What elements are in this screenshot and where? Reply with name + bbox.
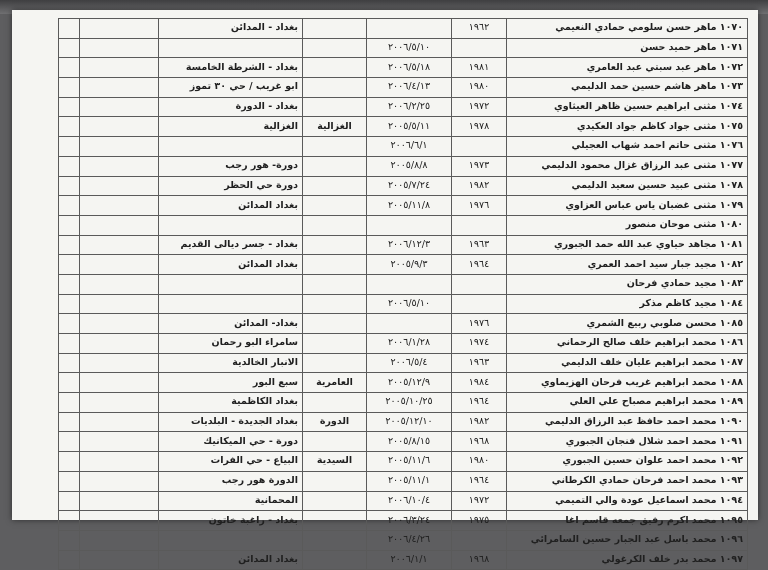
table-row [59,176,748,196]
table-row [59,530,748,550]
empty-cell [80,176,159,196]
address-cell: بغداد المدائن [159,255,303,275]
date-cell: ٢٠٠٦/٥/٤ [367,353,452,373]
area-cell [303,176,367,196]
person-name-cell: ١٠٨٠ مثنى موحان منصور [507,215,748,235]
person-name-cell: ١٠٩١ محمد احمد شلال فنجان الجبوري [507,432,748,452]
empty-cell [80,97,159,117]
empty-cell [59,215,80,235]
area-cell [303,196,367,216]
table-row [59,432,748,452]
table-row [59,452,748,472]
area-cell [303,78,367,98]
area-cell [303,19,367,39]
address-cell: بغداد - جسر ديالى القديم [159,235,303,255]
date-cell: ٢٠٠٦/١٠/٤ [367,491,452,511]
empty-cell [80,255,159,275]
empty-cell [80,137,159,157]
empty-cell [59,58,80,78]
empty-cell [59,373,80,393]
empty-cell [80,412,159,432]
birth-year-cell: ١٩٧٢ [452,491,507,511]
empty-cell [80,353,159,373]
person-name-cell: ١٠٧٨ مثنى عبيد حسين سعيد الدليمي [507,176,748,196]
area-cell: الدورة [303,412,367,432]
area-cell: الغزالية [303,117,367,137]
empty-cell [80,58,159,78]
area-cell [303,97,367,117]
date-cell: ٢٠٠٦/٢/٢٥ [367,97,452,117]
empty-cell [80,78,159,98]
address-cell [159,137,303,157]
date-cell [367,215,452,235]
table-row [59,550,748,570]
date-cell: ٢٠٠٥/١٠/٢٥ [367,393,452,413]
empty-cell [59,78,80,98]
birth-year-cell [452,215,507,235]
register-table-container [58,18,748,565]
birth-year-cell: ١٩٧٢ [452,97,507,117]
table-row [59,78,748,98]
table-row [59,274,748,294]
address-cell [159,215,303,235]
birth-year-cell: ١٩٨٤ [452,373,507,393]
empty-cell [59,235,80,255]
birth-year-cell [452,274,507,294]
date-cell: ٢٠٠٦/١/١ [367,550,452,570]
table-row [59,412,748,432]
table-row [59,255,748,275]
birth-year-cell: ١٩٧٨ [452,117,507,137]
address-cell: دورة- هور رجب [159,156,303,176]
address-cell: البياع - حي الفرات [159,452,303,472]
empty-cell [59,97,80,117]
person-name-cell: ١٠٩٠ محمد احمد حافظ عبد الرزاق الدليمي [507,412,748,432]
address-cell [159,530,303,550]
date-cell: ٢٠٠٥/١١/٦ [367,452,452,472]
empty-cell [59,274,80,294]
birth-year-cell: ١٩٨٢ [452,176,507,196]
empty-cell [80,432,159,452]
birth-year-cell [452,38,507,58]
area-cell: السيدية [303,452,367,472]
empty-cell [59,491,80,511]
birth-year-cell [452,530,507,550]
area-cell [303,393,367,413]
table-row [59,373,748,393]
area-cell [303,314,367,334]
table-row [59,294,748,314]
date-cell: ٢٠٠٥/٧/٢٤ [367,176,452,196]
area-cell [303,530,367,550]
date-cell [367,274,452,294]
date-cell: ٢٠٠٦/٣/٢٤ [367,511,452,531]
table-row [59,314,748,334]
register-table [58,18,748,570]
empty-cell [80,196,159,216]
birth-year-cell: ١٩٨٠ [452,452,507,472]
date-cell: ٢٠٠٥/١٢/١٠ [367,412,452,432]
person-name-cell: ١٠٨٢ مجيد جبار سيد احمد العمري [507,255,748,275]
person-name-cell: ١٠٧٣ ماهر هاشم حسين حمد الدليمي [507,78,748,98]
person-name-cell: ١٠٩٣ محمد احمد فرحان حمادي الكرطاني [507,471,748,491]
empty-cell [59,353,80,373]
table-row [59,393,748,413]
person-name-cell: ١٠٧٦ مثنى حاتم احمد شهاب العجيلي [507,137,748,157]
date-cell: ٢٠٠٥/٨/١٥ [367,432,452,452]
area-cell [303,215,367,235]
birth-year-cell: ١٩٦٣ [452,353,507,373]
address-cell: ابو غريب / حي ٣٠ تموز [159,78,303,98]
empty-cell [80,471,159,491]
person-name-cell: ١٠٨١ مجاهد حياوي عبد الله حمد الجبوري [507,235,748,255]
date-cell: ٢٠٠٥/١١/١ [367,471,452,491]
address-cell [159,294,303,314]
date-cell [367,314,452,334]
address-cell: الغزالية [159,117,303,137]
address-cell: الدورة هور رجب [159,471,303,491]
person-name-cell: ١٠٨٥ محسن صلوبي ربيع الشمري [507,314,748,334]
date-cell: ٢٠٠٦/٤/١٣ [367,78,452,98]
date-cell: ٢٠٠٥/٨/٨ [367,156,452,176]
birth-year-cell: ١٩٨٢ [452,412,507,432]
table-row [59,137,748,157]
address-cell [159,38,303,58]
person-name-cell: ١٠٧٩ مثنى غضبان ياس عباس العزاوي [507,196,748,216]
empty-cell [59,471,80,491]
empty-cell [80,314,159,334]
area-cell [303,432,367,452]
address-cell: بغداد المدائن [159,196,303,216]
document-page [12,10,758,565]
table-row [59,196,748,216]
empty-cell [80,235,159,255]
address-cell: بغداد الكاظمية [159,393,303,413]
table-row [59,511,748,531]
area-cell [303,334,367,354]
empty-cell [80,156,159,176]
person-name-cell: ١٠٩٦ محمد باسل عبد الجبار حسين السامرائي [507,530,748,550]
empty-cell [80,452,159,472]
date-cell: ٢٠٠٥/٥/١١ [367,117,452,137]
area-cell [303,58,367,78]
date-cell: ٢٠٠٦/٥/١٠ [367,294,452,314]
empty-cell [59,412,80,432]
empty-cell [80,38,159,58]
area-cell: العامرية [303,373,367,393]
birth-year-cell: ١٩٦٨ [452,432,507,452]
address-cell: بغداد المدائن [159,550,303,570]
table-row [59,156,748,176]
person-name-cell: ١٠٩٢ محمد احمد علوان حسين الجبوري [507,452,748,472]
address-cell: دورة - حي الميكانيك [159,432,303,452]
empty-cell [59,511,80,531]
empty-cell [80,274,159,294]
address-cell: بغداد - المدائن [159,19,303,39]
area-cell [303,471,367,491]
empty-cell [80,294,159,314]
empty-cell [80,550,159,570]
date-cell [367,19,452,39]
date-cell: ٢٠٠٦/٦/١ [367,137,452,157]
empty-cell [59,38,80,58]
person-name-cell: ١٠٩٤ محمد اسماعيل عودة والي التميمي [507,491,748,511]
register-rows [59,19,748,570]
date-cell: ٢٠٠٥/١٢/٩ [367,373,452,393]
person-name-cell: ١٠٧٠ ماهر حسن سلومي حمادي النعيمي [507,19,748,39]
person-name-cell: ١٠٨٨ محمد ابراهيم غريب فرحان الهزيماوي [507,373,748,393]
area-cell [303,353,367,373]
area-cell [303,294,367,314]
empty-cell [80,215,159,235]
empty-cell [59,137,80,157]
address-cell: بغداد - راغبة خاتون [159,511,303,531]
empty-cell [59,255,80,275]
empty-cell [80,373,159,393]
date-cell: ٢٠٠٥/٩/٣ [367,255,452,275]
birth-year-cell: ١٩٦٤ [452,255,507,275]
area-cell [303,156,367,176]
person-name-cell: ١٠٨٦ محمد ابراهيم خلف صالح الرحماني [507,334,748,354]
address-cell: بغداد - الدورة [159,97,303,117]
empty-cell [59,334,80,354]
area-cell [303,235,367,255]
birth-year-cell: ١٩٧٣ [452,156,507,176]
address-cell: سبع البور [159,373,303,393]
birth-year-cell [452,294,507,314]
address-cell: المحمانية [159,491,303,511]
address-cell: بغداد- المدائن [159,314,303,334]
birth-year-cell: ١٩٦٣ [452,235,507,255]
area-cell [303,137,367,157]
person-name-cell: ١٠٧٤ مثنى ابراهيم حسين ظاهر العيثاوي [507,97,748,117]
empty-cell [59,530,80,550]
empty-cell [59,19,80,39]
date-cell: ٢٠٠٦/٤/٢٦ [367,530,452,550]
address-cell: بغداد - الشرطة الخامسة [159,58,303,78]
empty-cell [80,334,159,354]
table-row [59,19,748,39]
date-cell: ٢٠٠٦/٥/١٨ [367,58,452,78]
person-name-cell: ١٠٨٣ مجيد حمادي فرحان [507,274,748,294]
area-cell [303,491,367,511]
address-cell: بغداد الجديدة - البلديات [159,412,303,432]
birth-year-cell: ١٩٦٤ [452,393,507,413]
empty-cell [80,117,159,137]
empty-cell [59,432,80,452]
birth-year-cell: ١٩٦٨ [452,550,507,570]
empty-cell [59,452,80,472]
person-name-cell: ١٠٧٥ مثنى جواد كاظم جواد العكيدي [507,117,748,137]
area-cell [303,38,367,58]
table-row [59,235,748,255]
table-row [59,38,748,58]
table-row [59,117,748,137]
table-row [59,215,748,235]
empty-cell [59,393,80,413]
address-cell: دورة حي الحظر [159,176,303,196]
birth-year-cell [452,137,507,157]
address-cell: الانبار الخالدية [159,353,303,373]
empty-cell [80,530,159,550]
empty-cell [80,491,159,511]
empty-cell [80,19,159,39]
birth-year-cell: ١٩٦٤ [452,471,507,491]
empty-cell [59,196,80,216]
date-cell: ٢٠٠٦/١٢/٣ [367,235,452,255]
address-cell: سامراء البو رحمان [159,334,303,354]
birth-year-cell: ١٩٧٤ [452,334,507,354]
date-cell: ٢٠٠٦/١/٢٨ [367,334,452,354]
area-cell [303,274,367,294]
birth-year-cell: ١٩٨٠ [452,78,507,98]
birth-year-cell: ١٩٧٦ [452,196,507,216]
table-row [59,97,748,117]
empty-cell [59,117,80,137]
person-name-cell: ١٠٨٧ محمد ابراهيم عليان خلف الدليمي [507,353,748,373]
table-row [59,58,748,78]
person-name-cell: ١٠٧١ ماهر حميد حسن [507,38,748,58]
empty-cell [80,511,159,531]
birth-year-cell: ١٩٦٢ [452,19,507,39]
empty-cell [59,176,80,196]
person-name-cell: ١٠٧٢ ماهر عبد سبتي عبد العامري [507,58,748,78]
birth-year-cell: ١٩٨١ [452,58,507,78]
person-name-cell: ١٠٨٩ محمد ابراهيم مصباح علي العلي [507,393,748,413]
address-cell [159,274,303,294]
empty-cell [59,550,80,570]
empty-cell [80,393,159,413]
birth-year-cell: ١٩٧٦ [452,314,507,334]
date-cell: ٢٠٠٥/١١/٨ [367,196,452,216]
person-name-cell: ١٠٧٧ مثنى عبد الرزاق غزال محمود الدليمي [507,156,748,176]
person-name-cell: ١٠٨٤ مجيد كاظم مذكر [507,294,748,314]
area-cell [303,550,367,570]
birth-year-cell: ١٩٧٥ [452,511,507,531]
table-row [59,334,748,354]
table-row [59,353,748,373]
table-row [59,471,748,491]
table-row [59,491,748,511]
empty-cell [59,156,80,176]
area-cell [303,255,367,275]
date-cell: ٢٠٠٦/٥/١٠ [367,38,452,58]
empty-cell [59,314,80,334]
person-name-cell: ١٠٩٥ محمد اكرم رفيق جمعه قاسم اغا [507,511,748,531]
area-cell [303,511,367,531]
person-name-cell: ١٠٩٧ محمد بدر خلف الكرغولي [507,550,748,570]
empty-cell [59,294,80,314]
